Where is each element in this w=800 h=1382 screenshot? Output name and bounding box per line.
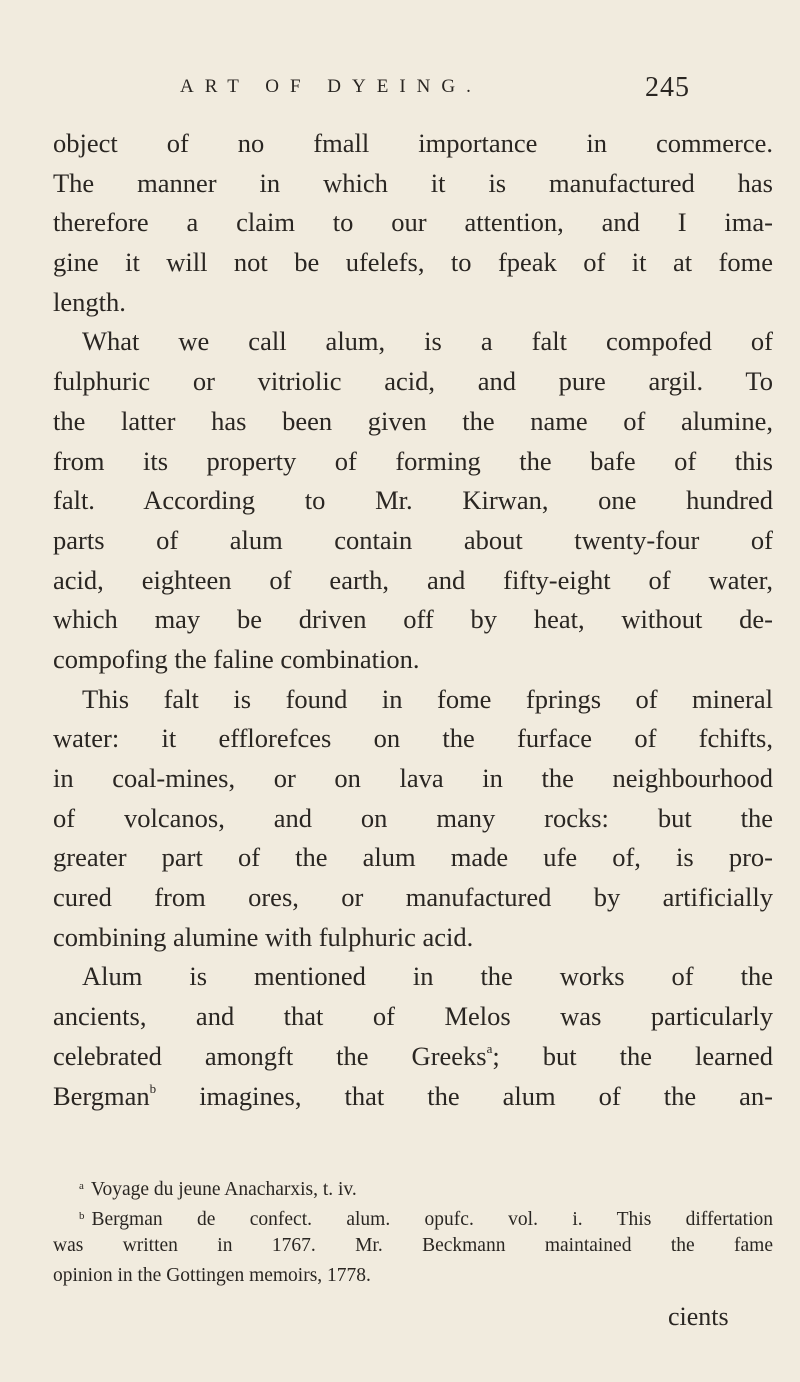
text-line-12: acid, eighteen of earth, and fifty-eight of water, [53,564,773,595]
text-line-11: parts of alum contain about twenty-four of [53,524,773,555]
text-line-22: Alum is mentioned in the works of the [82,961,773,992]
footnote-b-mark: b [79,1210,85,1222]
text-line-16: water: it efflorefces on the furface of fchifts, [53,723,773,754]
footnote-a-mark: a [79,1180,84,1192]
text-line-21: combining alumine with fulphuric acid. [53,921,474,952]
text-line-9: from its property of forming the bafe of this [53,445,773,476]
text-line-18: of volcanos, and on many rocks: but the [53,802,773,833]
body-text [53,124,773,1116]
text-line-20: cured from ores, or manufactured by artificially [53,882,773,913]
text-line-5: length. [53,286,126,317]
text-line-14: compofing the faline combination. [53,643,420,674]
text-line-24 [53,1037,773,1077]
footnotes [53,1171,773,1291]
text-line-19: greater part of the alum made ufe of, is pro- [53,842,773,873]
footnote-b-line-1 [53,1201,773,1231]
footnote-a [53,1171,773,1201]
footnote-a-text: Voyage du jeune Anacharxis, t. iv. [90,1179,357,1200]
footnote-b-line-3: opinion in the Gottingen memoirs, 1778. [53,1265,371,1286]
text-line-2: The manner in which it is manufactured has [53,167,773,198]
text-line-3: therefore a claim to our attention, and I ima- [53,207,773,238]
text-line-7: fulphuric or vitriolic acid, and pure argil. To [53,366,773,397]
line-24-end: ; but the learned [492,1040,773,1071]
line-24-start: celebrated amongft the Greeks [53,1040,487,1071]
text-line-15: This falt is found in fome fprings of mineral [82,683,773,714]
running-head [0,72,800,112]
footnote-ref-a: a [486,1040,493,1056]
footnote-ref-b: b [149,1080,157,1096]
catchword: cients [668,1302,729,1331]
text-line-13: which may be driven off by heat, without de- [53,604,773,635]
text-line-23: ancients, and that of Melos was particularly [53,1001,773,1032]
text-line-8: the latter has been given the name of alumine, [53,405,773,436]
footnote-b-text-1: Bergman de confect. alum. opufc. vol. i. This differtation [91,1209,773,1230]
line-25-start: Bergman [53,1080,150,1111]
text-line-4: gine it will not be ufelefs, to fpeak of it at fome [53,247,773,278]
line-25-end: imagines, that the alum of the an- [156,1080,773,1111]
text-line-10: falt. According to Mr. Kirwan, one hundred [53,485,773,516]
text-line-17: in coal-mines, or on lava in the neighbourhood [53,763,773,793]
text-line-25 [53,1077,773,1117]
text-line-6: What we call alum, is a falt compofed of [82,326,773,357]
running-title: ART OF DYEING. [180,76,482,97]
page-number: 245 [645,72,690,103]
footnote-b-line-2: was written in 1767. Mr. Beckmann maintained the fame [53,1235,773,1256]
text-line-1: object of no fmall importance in commerce. [53,128,773,158]
